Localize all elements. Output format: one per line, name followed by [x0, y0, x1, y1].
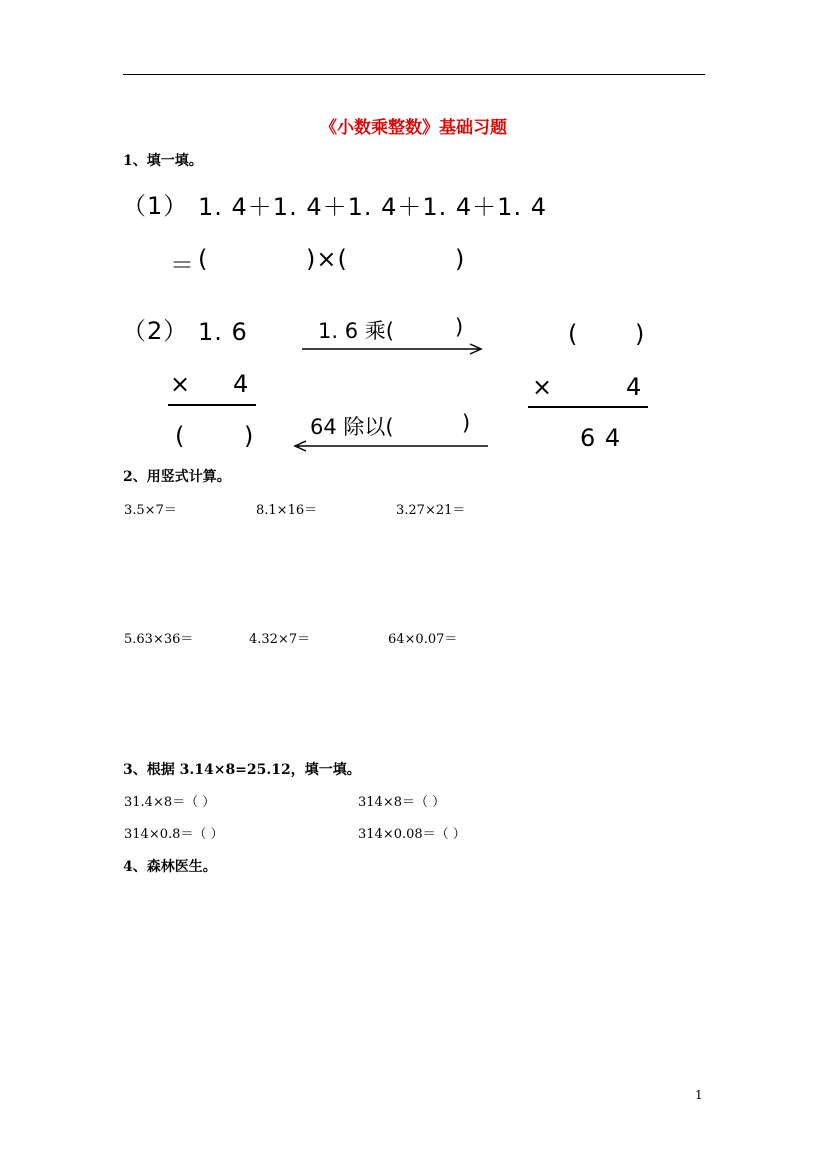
- q2-item-5: 4.32×7＝: [249, 632, 311, 647]
- q1-part1-close-paren: ): [455, 245, 466, 273]
- q1-part2-left-result-open: (: [175, 422, 186, 450]
- q2-item-6: 64×0.07＝: [388, 632, 458, 647]
- q1-part2-arrow-top-label: 1. 6 乘(: [318, 319, 394, 343]
- q3-label: 3、根据 3.14×8=25.12，填一填。: [123, 762, 361, 778]
- q1-part1-expression: 1. 4＋1. 4＋1. 4＋1. 4＋1. 4: [198, 193, 547, 221]
- q1-part2-arrow-top-close: ): [455, 315, 464, 339]
- page-number: 1: [695, 1088, 703, 1102]
- q1-part2-right-top-close: ): [635, 320, 646, 348]
- header-rule: [123, 74, 705, 75]
- q1-part2-right-result: 6 4: [580, 424, 622, 452]
- q1-part2-times-right: ×: [532, 373, 554, 401]
- q2-item-3: 3.27×21＝: [396, 503, 466, 518]
- q1-part2-number: （2）: [122, 317, 189, 345]
- q2-item-2: 8.1×16＝: [256, 503, 318, 518]
- q4-label: 4、森林医生。: [123, 859, 217, 875]
- q3-item-4: 314×0.08＝（ ）: [358, 827, 466, 842]
- q1-part2-left-result-close: ): [244, 422, 255, 450]
- arrow-right-icon: [302, 343, 492, 355]
- q1-part1-open-paren: (: [198, 245, 209, 273]
- q2-label: 2、用竖式计算。: [123, 469, 231, 485]
- page-title: 《小数乘整数》基础习题: [320, 118, 507, 138]
- q1-part2-arrow-bottom-close: ): [462, 411, 471, 435]
- q1-part2-times-left: ×: [170, 370, 192, 398]
- q3-item-1: 31.4×8＝（ ）: [124, 795, 216, 810]
- q1-part1-equals: ＝: [170, 251, 195, 279]
- q2-item-4: 5.63×36＝: [124, 632, 194, 647]
- q1-part2-right-rule: [528, 406, 648, 408]
- q1-part1-number: （1）: [122, 192, 189, 220]
- arrow-left-icon: [294, 440, 489, 452]
- q1-part2-right-top-open: (: [568, 320, 579, 348]
- q1-part2-left-rule: [168, 404, 256, 406]
- q1-part1-times: )×(: [306, 245, 348, 273]
- q1-label: 1、填一填。: [123, 153, 203, 169]
- q2-item-1: 3.5×7＝: [124, 503, 177, 518]
- q3-item-2: 314×8＝（ ）: [358, 795, 446, 810]
- q1-part2-four-left: 4: [233, 370, 250, 398]
- q1-part2-top-left: 1. 6: [198, 318, 248, 346]
- q3-item-3: 314×0.8＝（ ）: [124, 827, 224, 842]
- q1-part2-four-right: 4: [626, 373, 643, 401]
- q1-part2-arrow-bottom-label: 64 除以(: [310, 415, 394, 439]
